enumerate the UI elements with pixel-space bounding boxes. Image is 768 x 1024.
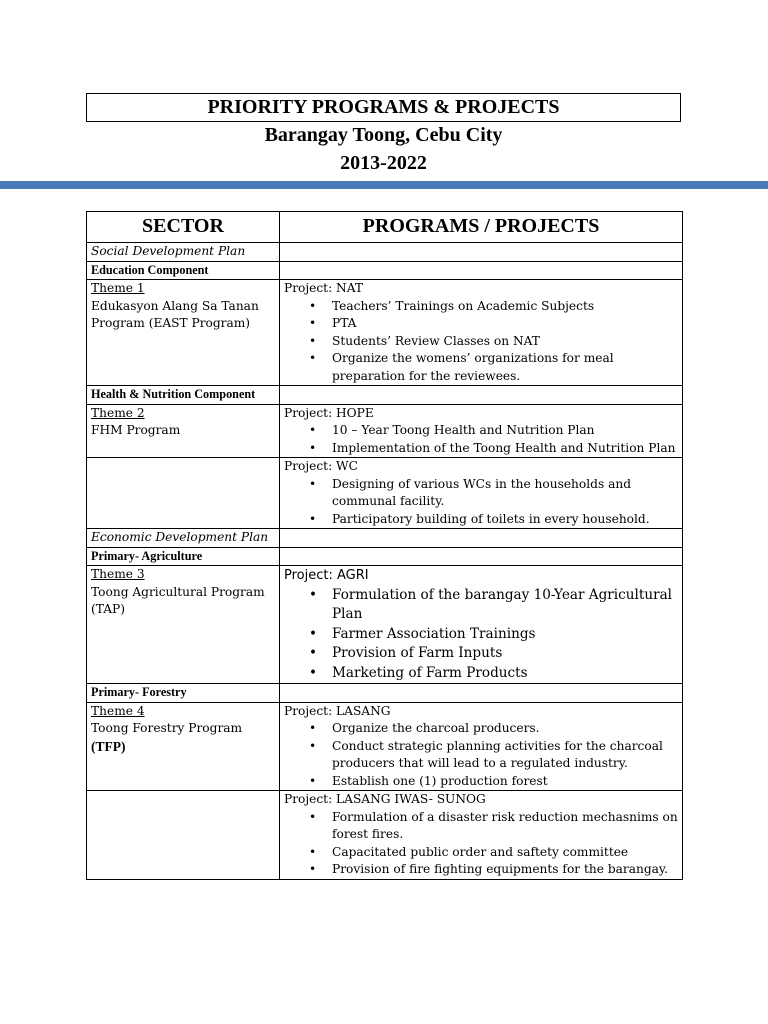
project-items — [284, 809, 678, 879]
project-items — [284, 298, 678, 386]
sector-cell — [87, 280, 280, 386]
agriculture-label: Primary- Agriculture — [87, 547, 280, 566]
projects-cell — [280, 791, 683, 880]
program-name: Edukasyon Alang Sa Tanan Program (EAST Program) — [91, 298, 259, 330]
document-title: PRIORITY PROGRAMS & PROJECTS — [86, 93, 681, 122]
theme-label: Theme 1 — [91, 281, 145, 295]
list-item: • Provision of Farm Inputs — [332, 644, 678, 664]
projects-cell — [280, 702, 683, 791]
table-row — [87, 566, 683, 684]
program-name: Toong Agricultural Program (TAP) — [91, 584, 265, 616]
empty-cell — [280, 684, 683, 703]
list-item: • PTA — [332, 315, 678, 333]
empty-cell — [280, 386, 683, 405]
project-items — [284, 422, 678, 457]
list-item: • Formulation of a disaster risk reduction mechasnims on forest fires. — [332, 809, 678, 844]
empty-cell — [280, 243, 683, 262]
project-title: Project: LASANG — [284, 703, 391, 718]
table-row — [87, 702, 683, 791]
table-row — [87, 529, 683, 548]
projects-cell — [280, 280, 683, 386]
list-item: • Organize the charcoal producers. — [332, 720, 678, 738]
projects-cell — [280, 458, 683, 529]
list-item: • Organize the womens’ organizations for meal preparation for the reviewees. — [332, 350, 678, 385]
list-item: • Conduct strategic planning activities for the charcoal producers that will lead to a regulated industry. — [332, 738, 678, 773]
projects-cell — [280, 566, 683, 684]
list-item: • Capacitated public order and saftety committee — [332, 844, 678, 862]
table-row — [87, 684, 683, 703]
list-item: • Implementation of the Toong Health and Nutrition Plan — [332, 440, 678, 458]
table-row — [87, 280, 683, 386]
table-row — [87, 386, 683, 405]
table-row — [87, 404, 683, 458]
table-row — [87, 547, 683, 566]
project-items — [284, 586, 678, 684]
table-row — [87, 243, 683, 262]
sector-cell — [87, 702, 280, 791]
list-item: • Marketing of Farm Products — [332, 664, 678, 684]
year-range: 2013-2022 — [340, 152, 427, 174]
economic-plan-label: Economic Development Plan — [87, 529, 280, 548]
empty-cell — [280, 261, 683, 280]
table-header-row — [87, 212, 683, 243]
theme-label: Theme 3 — [91, 567, 145, 581]
header-divider — [0, 181, 768, 189]
forestry-label: Primary- Forestry — [87, 684, 280, 703]
program-name: FHM Program — [91, 423, 181, 437]
list-item: • Establish one (1) production forest — [332, 773, 678, 791]
sector-cell — [87, 566, 280, 684]
theme-label: Theme 4 — [91, 703, 145, 718]
projects-cell — [280, 404, 683, 458]
programs-header: PROGRAMS / PROJECTS — [280, 212, 683, 243]
empty-cell — [280, 547, 683, 566]
list-item: • Teachers’ Trainings on Academic Subjects — [332, 298, 678, 316]
project-title: Project: HOPE — [284, 405, 374, 420]
project-items — [284, 720, 678, 790]
list-item: • Students’ Review Classes on NAT — [332, 333, 678, 351]
table-row — [87, 458, 683, 529]
empty-cell — [87, 458, 280, 529]
list-item: • 10 – Year Toong Health and Nutrition Plan — [332, 422, 678, 440]
empty-cell — [87, 791, 280, 880]
table-row — [87, 261, 683, 280]
table-row — [87, 791, 683, 880]
theme-label: Theme 2 — [91, 405, 145, 420]
list-item: • Designing of various WCs in the households and communal facility. — [332, 476, 678, 511]
empty-cell — [280, 529, 683, 548]
list-item: • Participatory building of toilets in every household. — [332, 511, 678, 529]
education-component-label: Education Component — [87, 261, 280, 280]
list-item: • Farmer Association Trainings — [332, 625, 678, 645]
barangay-location: Barangay Toong, Cebu City — [264, 124, 503, 146]
project-title: Project: LASANG IWAS- SUNOG — [284, 792, 486, 806]
project-title: Project: NAT — [284, 281, 363, 295]
priority-programs-table — [86, 211, 683, 880]
program-name: Toong Forestry Program — [91, 721, 243, 735]
health-component-label: Health & Nutrition Component — [87, 386, 280, 405]
project-items — [284, 476, 678, 529]
list-item: • Formulation of the barangay 10-Year Agricultural Plan — [332, 586, 678, 625]
sector-cell — [87, 404, 280, 458]
program-abbreviation: (TFP) — [91, 738, 126, 754]
project-title: Project: AGRI — [284, 568, 369, 583]
project-title: Project: WC — [284, 459, 358, 473]
social-plan-label: Social Development Plan — [87, 243, 280, 262]
list-item: • Provision of fire fighting equipments for the barangay. — [332, 861, 678, 879]
sector-header: SECTOR — [87, 212, 280, 243]
